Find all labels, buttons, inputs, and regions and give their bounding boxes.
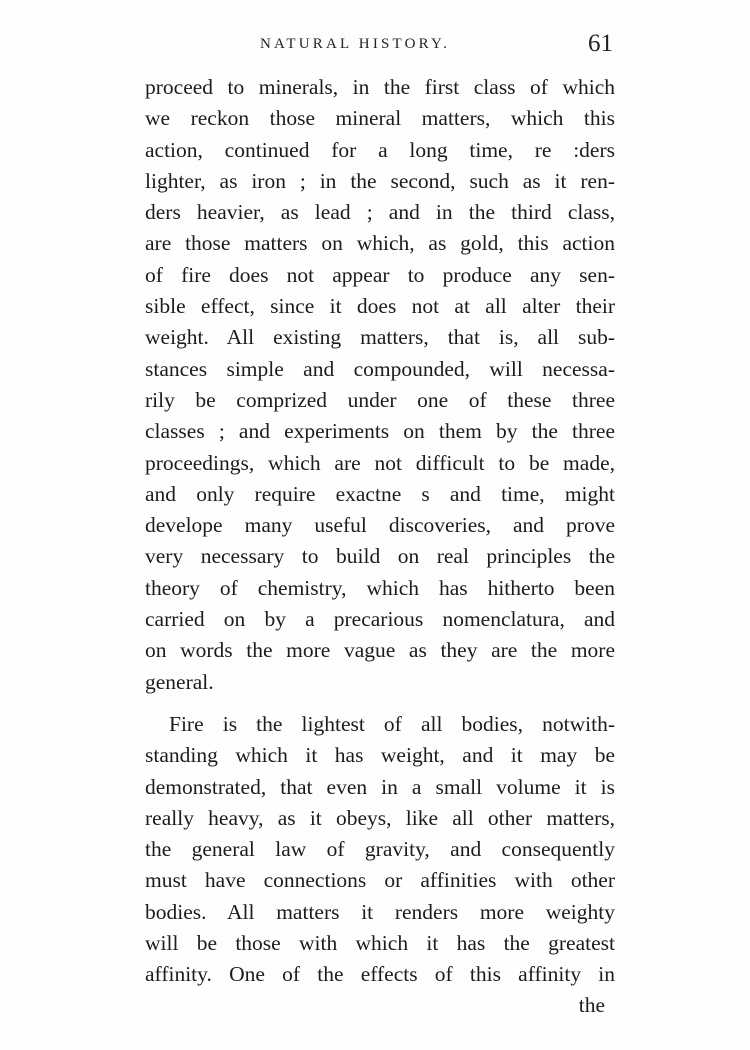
- running-title: NATURAL HISTORY.: [260, 36, 451, 52]
- text-line: classes ; and experiments on them by the three: [145, 419, 615, 444]
- paragraph-spacer: [145, 698, 615, 709]
- text-line: weight. All existing matters, that is, all sub-: [145, 325, 615, 350]
- text-line: stances simple and compounded, will necessa-: [145, 356, 615, 381]
- text-line: really heavy, as it obeys, like all other matters,: [145, 805, 615, 830]
- text-line: Fire is the lightest of all bodies, notwith-: [169, 711, 615, 736]
- catchword: the: [578, 993, 605, 1017]
- text-line: standing which it has weight, and it may be: [145, 743, 615, 768]
- running-head: [145, 30, 615, 62]
- text-line: proceedings, which are not difficult to be made,: [145, 450, 615, 475]
- paragraph: [145, 709, 615, 991]
- text-line: theory of chemistry, which has hitherto been: [145, 575, 615, 600]
- text-line: and only require exactne s and time, might: [145, 481, 615, 506]
- text-line: ders heavier, as lead ; and in the third class,: [145, 200, 615, 225]
- text-line: affinity. One of the effects of this affinity in: [145, 962, 615, 987]
- text-line: sible effect, since it does not at all alter their: [145, 294, 615, 319]
- text-line: the general law of gravity, and consequently: [145, 837, 615, 862]
- text-line: proceed to minerals, in the first class of which: [145, 75, 615, 99]
- text-line: general.: [145, 669, 214, 694]
- text-line: demonstrated, that even in a small volume it is: [145, 774, 615, 799]
- text-line: will be those with which it has the greatest: [145, 931, 615, 956]
- text-line: carried on by a precarious nomenclatura, and: [145, 607, 615, 632]
- text-line: are those matters on which, as gold, this action: [145, 231, 615, 256]
- text-line: lighter, as iron ; in the second, such as it ren-: [145, 168, 615, 193]
- text-line: of fire does not appear to produce any sen-: [145, 262, 615, 287]
- text-line: on words the more vague as they are the more: [145, 638, 615, 663]
- text-line: very necessary to build on real principles the: [145, 544, 615, 569]
- paragraph: [145, 72, 615, 698]
- text-line: bodies. All matters it renders more weighty: [145, 899, 615, 924]
- body-text: [145, 72, 615, 991]
- text-line: must have connections or affinities with other: [145, 868, 615, 893]
- text-line: develope many useful discoveries, and prove: [145, 513, 615, 538]
- text-line: we reckon those mineral matters, which this: [145, 106, 615, 131]
- text-line: action, continued for a long time, re :ders: [145, 137, 615, 162]
- page-number: 61: [588, 30, 613, 57]
- text-line: rily be comprized under one of these three: [145, 387, 615, 412]
